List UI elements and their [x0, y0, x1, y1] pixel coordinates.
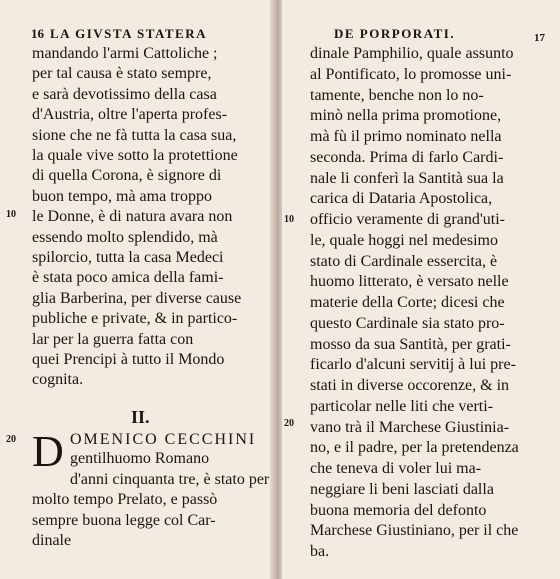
text-line: d'anni cinquanta tre, è stato per — [70, 470, 270, 488]
text-line: buona memoria del defonto — [310, 501, 487, 519]
text-line: mà fù il primo nominato nella — [310, 128, 502, 145]
text-line: officio veramente di grand'uti- — [310, 211, 505, 228]
text-line: mosso da sua Santità, per grati- — [310, 335, 511, 353]
text-line: è stata poco amica della fami- — [32, 269, 224, 287]
text-line: le, quale hoggi nel medesimo — [310, 231, 498, 249]
text-line: ficarlo d'alcuni servitij à lui pre- — [310, 356, 516, 374]
text-line: d'Austria, oltre l'aperta profes- — [32, 106, 228, 124]
text-line: nale li conferì la Santità sua la — [310, 169, 504, 187]
text-line: stato di Cardinale essercita, è — [310, 252, 498, 270]
text-line: particolar nelle liti che verti- — [310, 397, 494, 415]
text-line: seconda. Prima di farlo Cardi- — [310, 148, 504, 166]
text-line: dinale Pamphilio, quale assunto — [310, 45, 514, 62]
drop-cap: D — [32, 427, 64, 476]
right-page — [282, 0, 560, 579]
page-number: 16 — [31, 26, 44, 41]
text-line: per tal causa è stato sempre, — [32, 65, 212, 83]
text-line: spilorcio, tutta la casa Medeci — [32, 249, 224, 266]
text-line: no, e il padre, per la pretendenza — [310, 439, 519, 457]
text-line: carica di Dataria Apostolica, — [310, 190, 493, 208]
text-line: Marchese Giustiniano, per il che — [310, 522, 519, 540]
text-line: glia Barberina, per diverse cause — [32, 289, 242, 307]
text-line: gentilhuomo Romano — [70, 450, 210, 467]
text-line: sione che ne fà tutta la casa sua, — [32, 126, 237, 144]
text-line: tamente, benche non lo no- — [310, 86, 484, 104]
section-heading: II. — [131, 407, 150, 427]
text-line: lar per la guerra fatta con — [32, 330, 194, 348]
left-page — [0, 0, 276, 579]
text-line: vano trà il Marchese Giustinia- — [310, 418, 510, 436]
text-line: publiche e private, & in partico- — [32, 310, 238, 328]
text-line: minò nella prima promotione, — [310, 107, 502, 125]
line-number-marker: 20 — [6, 434, 16, 445]
running-head: LA GIVSTA STATERA — [50, 26, 207, 41]
text-line: questo Cardinale sia stato pro- — [310, 314, 505, 332]
text-line: mandando l'armi Cattoliche ; — [32, 45, 218, 62]
text-line: materie della Corte; dicesi che — [310, 294, 505, 311]
text-line: buon tempo, mà ama troppo — [32, 187, 212, 205]
text-line: che teneva di voler lui ma- — [310, 460, 482, 477]
text-line: e sarà devotissimo della casa — [32, 85, 217, 103]
text-line: essendo molto splendido, mà — [32, 228, 218, 246]
line-number-marker: 10 — [6, 209, 16, 220]
text-line: dinale — [32, 532, 72, 549]
text-line: la quale vive sotto la protettione — [32, 147, 238, 164]
page-number: 17 — [534, 32, 545, 44]
text-line: stati in diverse occorenze, & in — [310, 377, 510, 394]
text-line: al Pontificato, lo promosse uni- — [310, 65, 512, 83]
running-head: DE PORPORATI. — [334, 26, 456, 41]
text-line: quei Prencipi à tutto il Mondo — [32, 351, 225, 368]
text-line: sempre buona legge col Car- — [32, 511, 216, 529]
name-heading: OMENICO CECCHINI — [70, 431, 257, 448]
text-line: neggiare li beni lasciati dalla — [310, 480, 494, 498]
text-line: huomo litterato, è versato nelle — [310, 273, 509, 291]
text-line: le Donne, è di natura avara non — [32, 208, 233, 226]
text-line: di quella Corona, è signore di — [32, 167, 222, 185]
text-line: ba. — [310, 543, 330, 560]
text-line: molto tempo Prelato, e passò — [32, 491, 218, 508]
text-line: cognita. — [32, 371, 84, 389]
line-number-marker: 20 — [284, 418, 294, 429]
line-number-marker: 10 — [284, 214, 294, 225]
